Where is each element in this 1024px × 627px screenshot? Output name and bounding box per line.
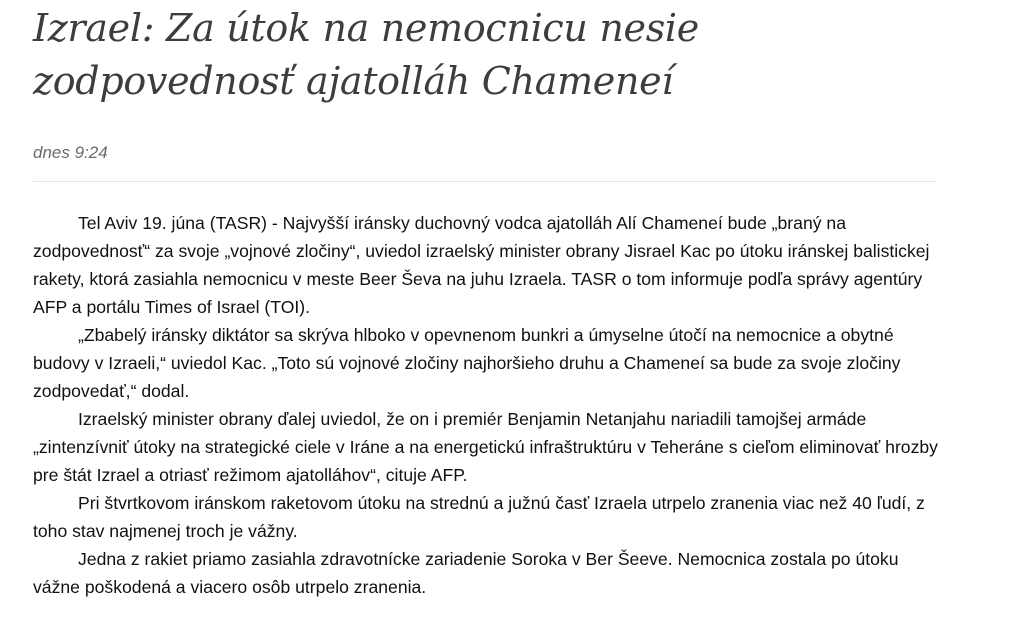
article-paragraph: Izraelský minister obrany ďalej uviedol, že on i premiér Benjamin Netanjahu nariadili tamojšej armáde „zintenzívniť útoky na strategické ciele v Iráne a na energetickú infraštruktúru v Teheráne s cieľom eliminovať hrozby pre štát Izrael a otriasť režimom ajatolláhov“, cituje AFP. (33, 409, 938, 485)
header-divider (33, 181, 936, 182)
article-paragraph: Jedna z rakiet priamo zasiahla zdravotnícke zariadenie Soroka v Ber Šeeve. Nemocnica zostala po útoku vážne poškodená a viacero osôb utrpelo zranenia. (33, 549, 899, 597)
article-timestamp: dnes 9:24 (33, 143, 108, 162)
article-paragraph: „Zbabelý iránsky diktátor sa skrýva hlboko v opevnenom bunkri a úmyselne útočí na nemocnice a obytné budovy v Izraeli,“ uviedol Kac. „Toto sú vojnové zločiny najhoršieho druhu a Chameneí sa bude za svoje zločiny zodpovedať,“ dodal. (33, 325, 901, 401)
article-body (33, 209, 938, 601)
article-paragraph: Tel Aviv 19. júna (TASR) - Najvyšší iránsky duchovný vodca ajatolláh Alí Chameneí bude „braný na zodpovednosť“ za svoje „vojnové zločiny“, uviedol izraelský minister obrany Jisrael Kac po útoku iránskej balistickej rakety, ktorá zasiahla nemocnicu v meste Beer Ševa na juhu Izraela. TASR o tom informuje podľa správy agentúry AFP a portálu Times of Israel (TOI). (33, 213, 930, 317)
article-headline: Izrael: Za útok na nemocnicu nesie zodpovednosť ajatolláh Chameneí (33, 6, 699, 103)
article-paragraph: Pri štvrtkovom iránskom raketovom útoku na strednú a južnú časť Izraela utrpelo zranenia viac než 40 ľudí, z toho stav najmenej troch je vážny. (33, 493, 925, 541)
news-article (33, 0, 938, 601)
